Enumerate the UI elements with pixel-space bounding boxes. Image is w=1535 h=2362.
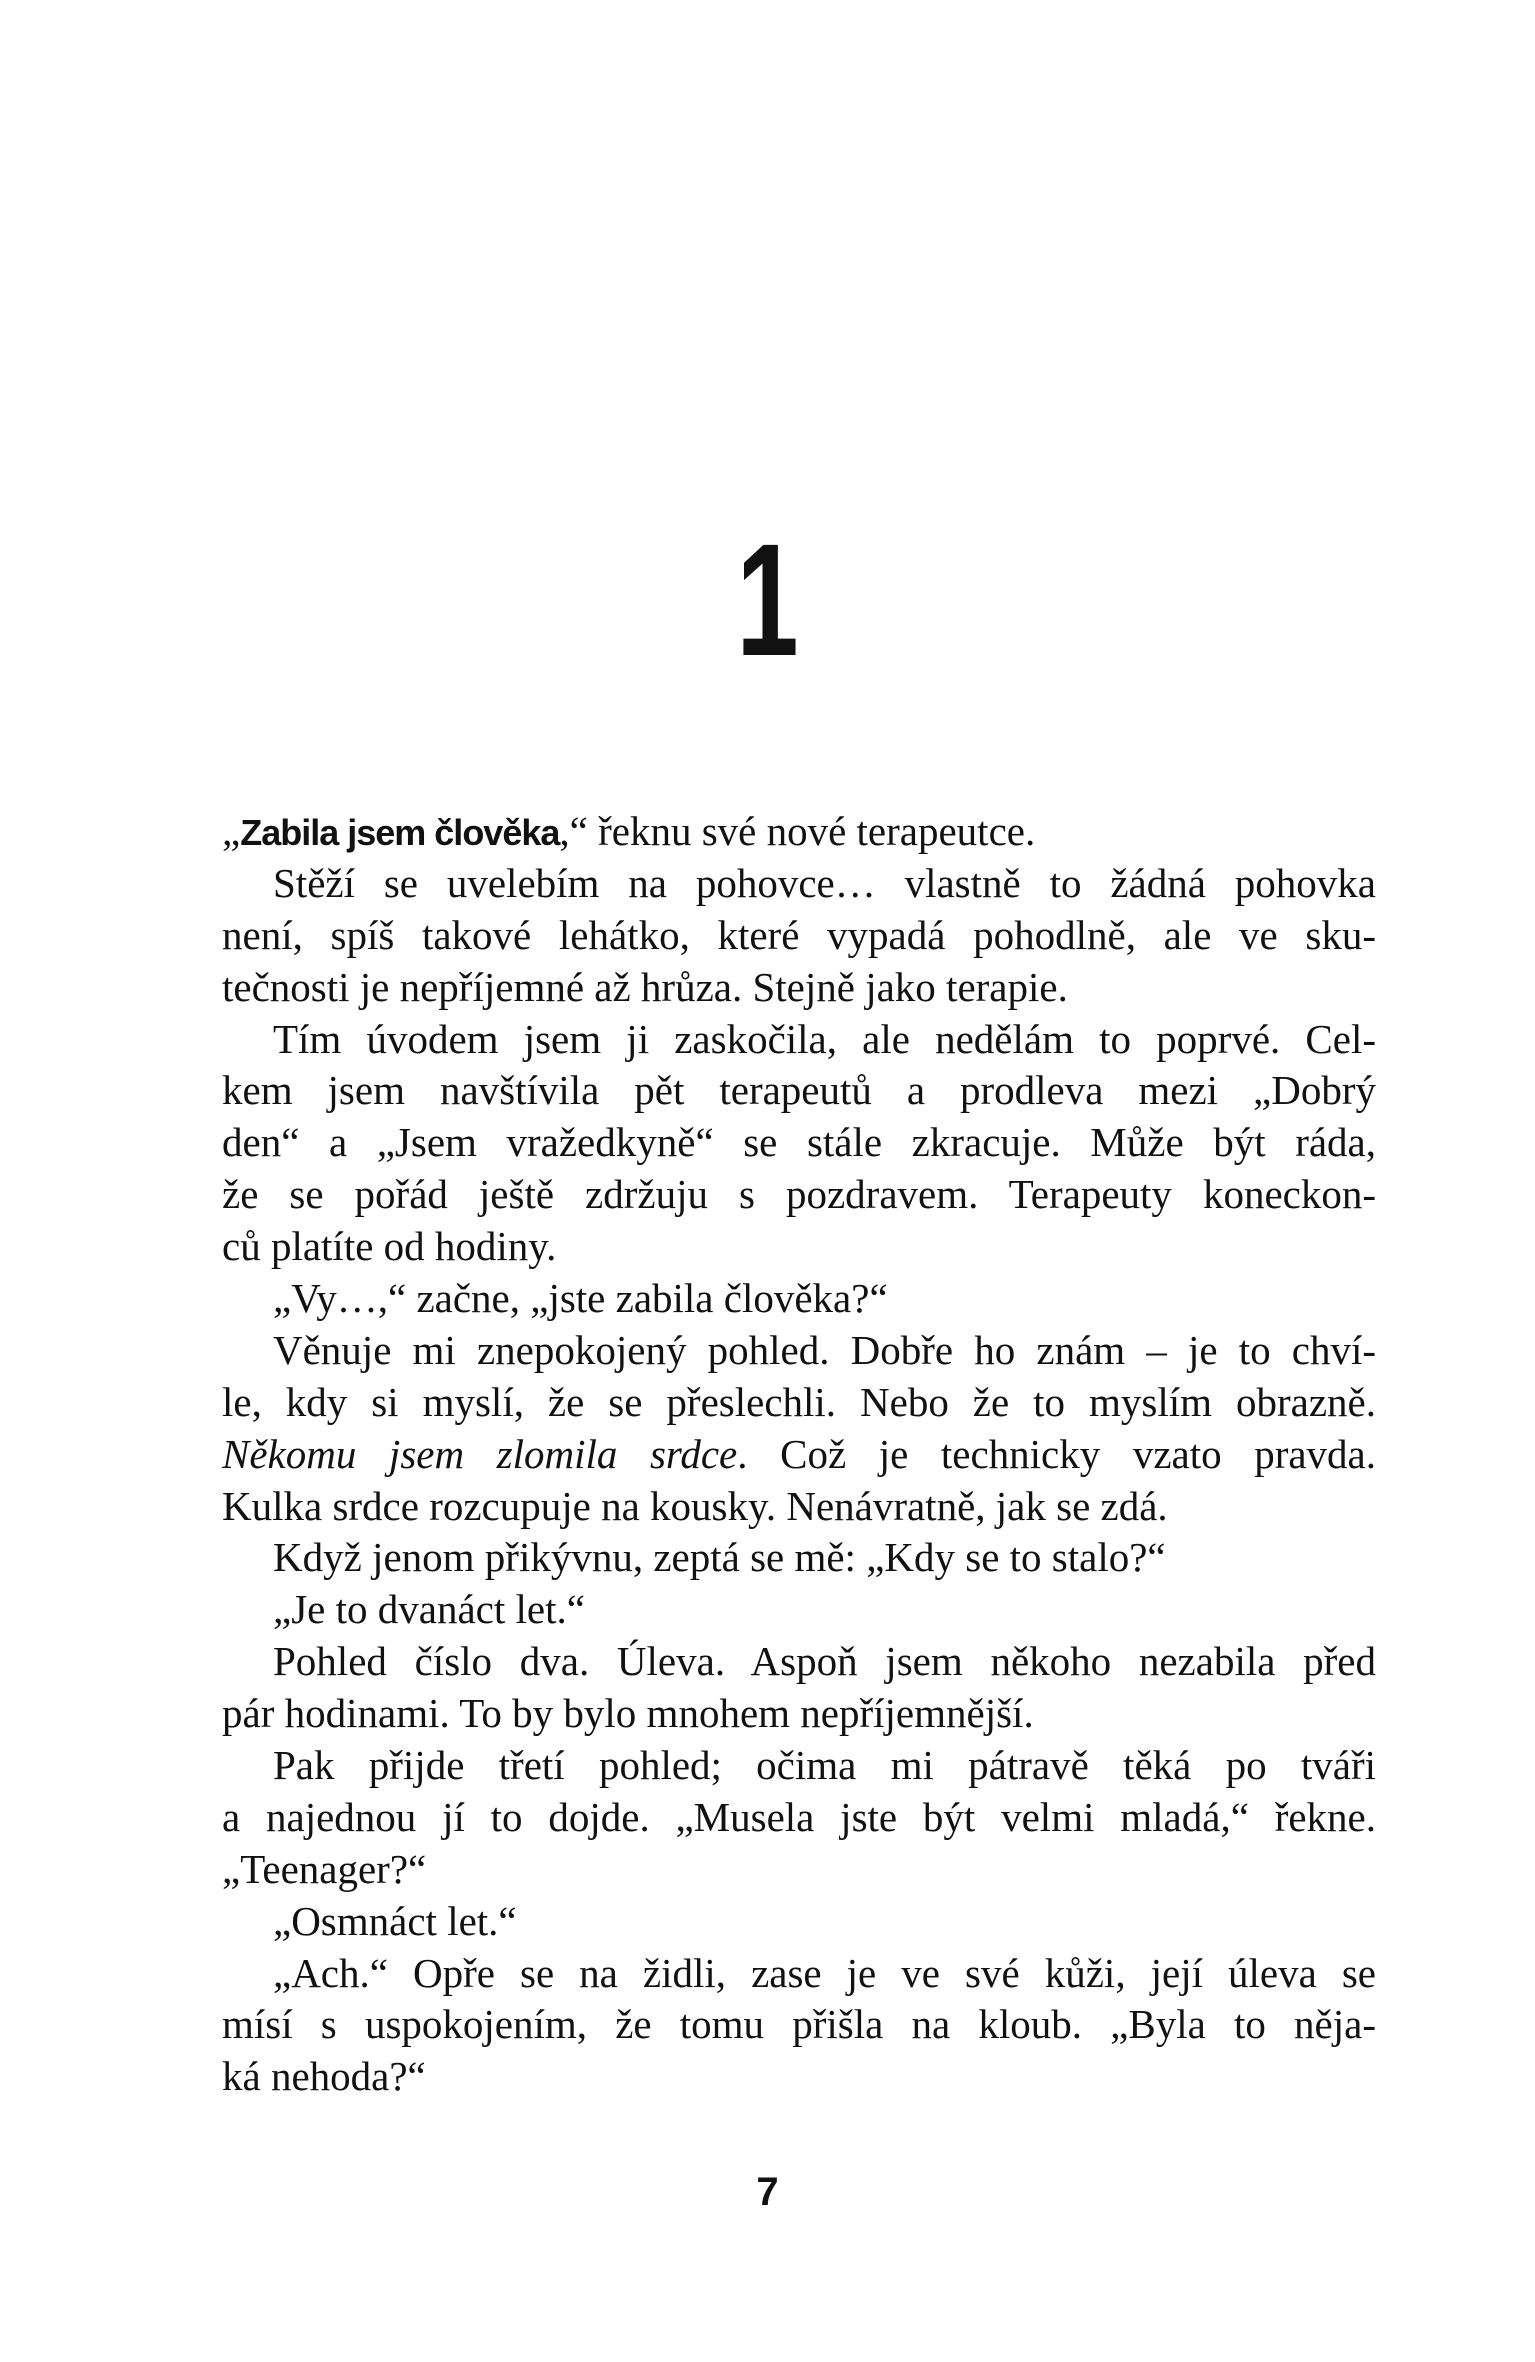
paragraph: [222, 1896, 1376, 1948]
text-line: není, spíš takové lehátko, které vypadá pohodlně, ale ve sku-: [222, 911, 1376, 958]
paragraph: [222, 1584, 1376, 1636]
text-line: Tím úvodem jsem ji zaskočila, ale nedělám to poprvé. Cel-: [273, 1015, 1376, 1062]
text-line: „Vy…,“ začne, „jste zabila člověka?“: [273, 1275, 888, 1322]
text-line: le, kdy si myslí, že se přeslechli. Nebo že to myslím obrazně.: [222, 1378, 1376, 1425]
paragraph: [222, 806, 1376, 858]
paragraph: [222, 858, 1376, 1014]
body-text: [222, 806, 1376, 2103]
text-line: tečnosti je nepříjemné až hrůza. Stejně jako terapie.: [222, 963, 1068, 1010]
text-line: ců platíte od hodiny.: [222, 1223, 557, 1270]
text-line: [222, 806, 1376, 858]
paragraph: [222, 1948, 1376, 2104]
text-line: mísí s uspokojením, že tomu přišla na kloub. „Byla to něja-: [222, 2001, 1376, 2048]
text-line: Kulka srdce rozcupuje na kousky. Nenávratně, jak se zdá.: [222, 1482, 1168, 1529]
text-line: „Teenager?“: [222, 1845, 427, 1892]
bold-phrase: Zabila jsem člověka: [240, 812, 560, 853]
text-line: den“ a „Jsem vražedkyně“ se stále zkracuje. Může být ráda,: [222, 1119, 1376, 1166]
text-line: Pohled číslo dva. Úleva. Aspoň jsem někoho nezabila před: [273, 1638, 1376, 1685]
text-line: Stěží se uvelebím na pohovce… vlastně to žádná pohovka: [273, 859, 1376, 906]
text-line: „Je to dvanáct let.“: [273, 1586, 585, 1633]
paragraph: [222, 1325, 1376, 1533]
paragraph: [222, 1532, 1376, 1584]
text-line: a najednou jí to dojde. „Musela jste být velmi mladá,“ řekne.: [222, 1793, 1376, 1840]
text-line: „Ach.“ Opře se na židli, zase je ve své kůži, její úleva se: [273, 1949, 1376, 1996]
text-line: Když jenom přikývnu, zeptá se mě: „Kdy se to stalo?“: [273, 1534, 1166, 1581]
text-line: kem jsem navštívila pět terapeutů a prodleva mezi „Dobrý: [222, 1067, 1376, 1114]
text-segment: ,“ řeknu své nové terapeutce.: [559, 808, 1036, 854]
text-line: Věnuje mi znepokojený pohled. Dobře ho znám – je to chví-: [273, 1326, 1376, 1373]
text-line: „Osmnáct let.“: [273, 1897, 517, 1944]
text-line: ká nehoda?“: [222, 2053, 426, 2100]
italic-phrase: Někomu jsem zlomila srdce: [222, 1430, 738, 1477]
text-line: že se pořád ještě zdržuju s pozdravem. Terapeuty koneckon-: [222, 1171, 1376, 1218]
paragraph: [222, 1273, 1376, 1325]
text-line: pár hodinami. To by bylo mnohem nepříjemnější.: [222, 1690, 1034, 1737]
paragraph: [222, 1740, 1376, 1896]
text-segment: . Což je technicky vzato pravda.: [737, 1430, 1376, 1477]
text-line: Pak přijde třetí pohled; očima mi pátravě těká po tváři: [273, 1742, 1376, 1789]
paragraph: [222, 1636, 1376, 1740]
text-segment: „: [222, 808, 241, 854]
text-line: [222, 1429, 1376, 1481]
page-number: 7: [756, 2170, 779, 2214]
paragraph: [222, 1014, 1376, 1273]
chapter-number: 1: [736, 510, 799, 689]
